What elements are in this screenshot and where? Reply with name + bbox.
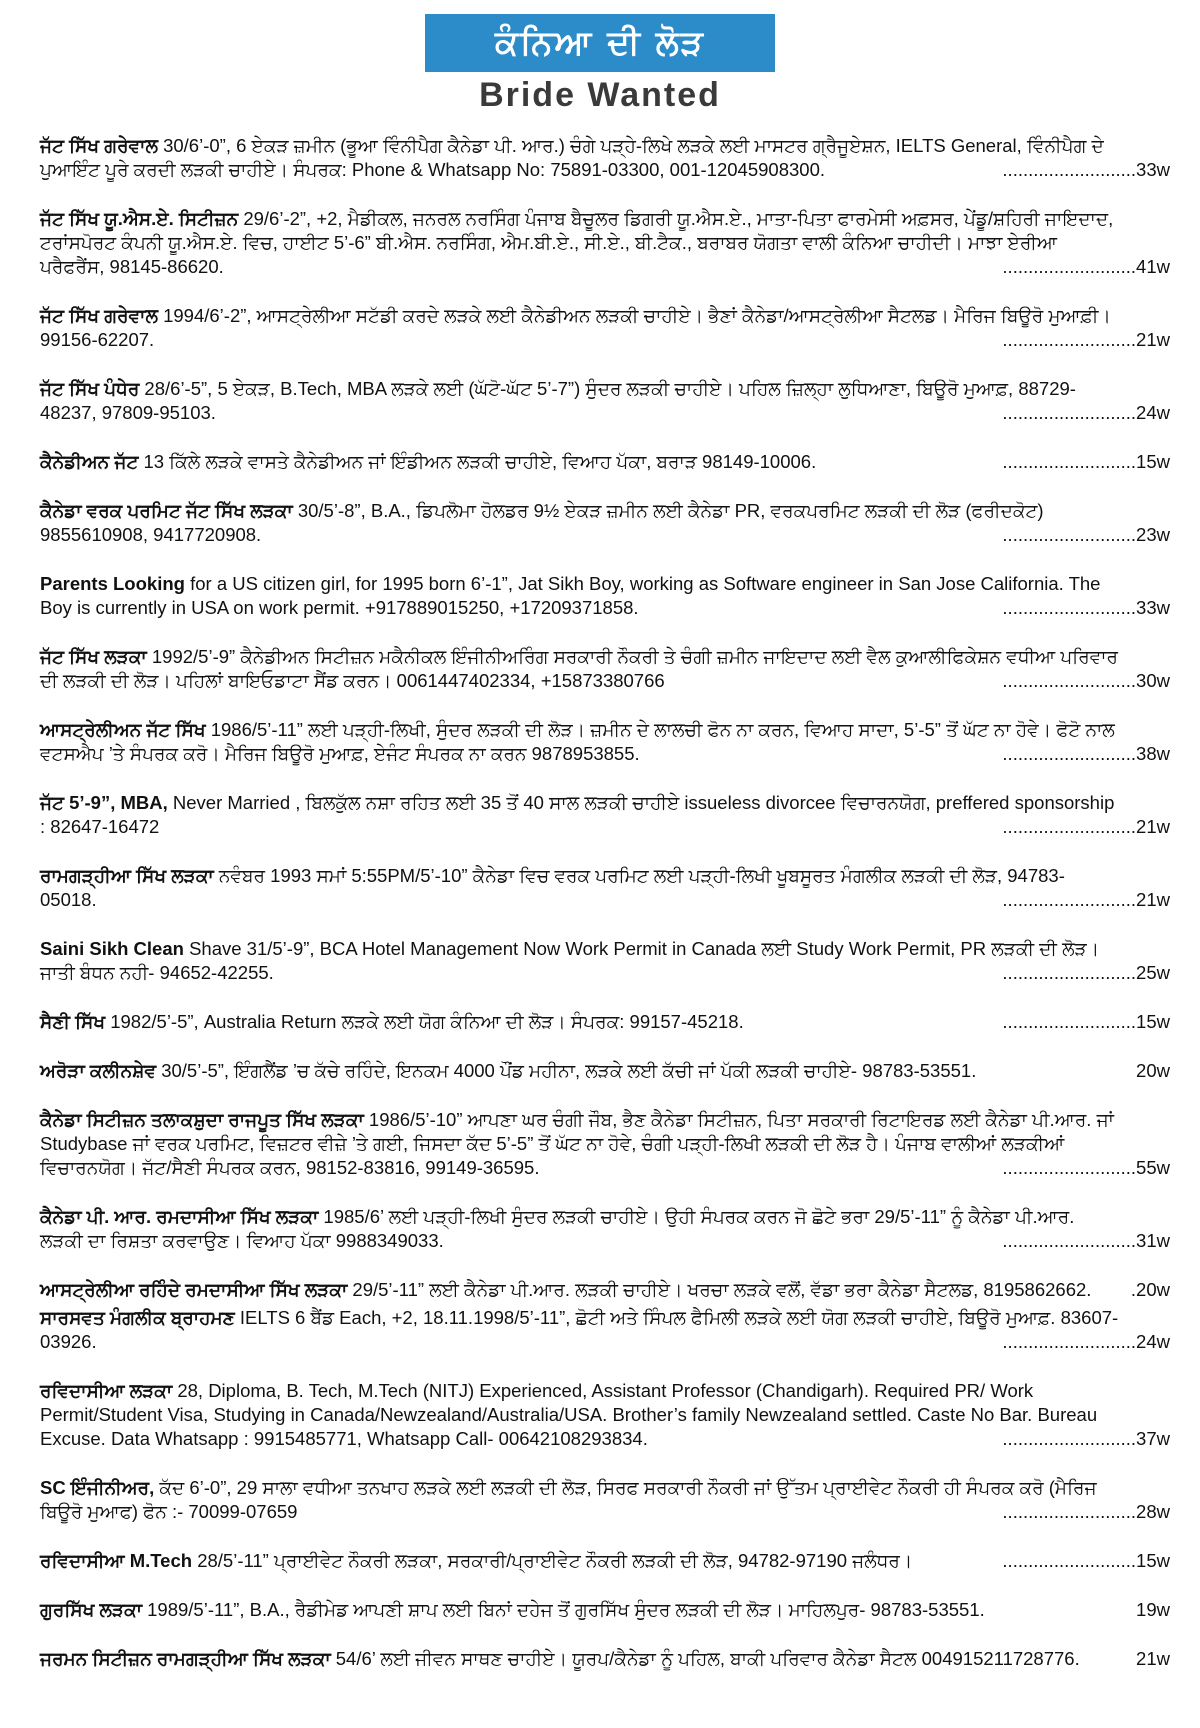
ad-code: ..........................37w (1002, 1428, 1170, 1449)
ad-text: ਨਵੰਬਰ 1993 ਸਮਾਂ 5:55PM/5’-10” ਕੈਨੇਡਾ ਵਿਚ ਵਰਕ ਪਰਮਿਟ ਲਈ ਪੜ੍ਹੀ-ਲਿਖੀ ਖੂਬਸੂਰਤ ਮੰਗਲੀਕ ਲੜਕੀ ਦੀ ਲੋੜ, 94783-05018. (40, 865, 1065, 910)
ad-lead: ਆਸਟ੍ਰੇਲੀਅਨ ਜੱਟ ਸਿੱਖ (40, 719, 206, 740)
ad-lead: Parents Looking (40, 573, 185, 594)
classified-ads-list (40, 134, 1170, 1696)
ad-lead: ਕੈਨੇਡਾ ਸਿਟੀਜ਼ਨ ਤਲਾਕਸ਼ੁਦਾ ਰਾਜਪੂਤ ਸਿੱਖ ਲੜਕਾ (40, 1109, 364, 1130)
ad-lead: ਆਸਟ੍ਰੇਲੀਆ ਰਹਿੰਦੇ ਰਮਦਾਸੀਆ ਸਿੱਖ ਲੜਕਾ (40, 1279, 348, 1300)
ad-text: 13 ਕਿੱਲੇ ਲੜਕੇ ਵਾਸਤੇ ਕੈਨੇਡੀਅਨ ਜਾਂ ਇੰਡੀਅਨ ਲੜਕੀ ਚਾਹੀਏ, ਵਿਆਹ ਪੱਕਾ, ਬਰਾੜ 98149-10006. (138, 451, 817, 472)
ad-text: 54/6’ ਲਈ ਜੀਵਨ ਸਾਥਣ ਚਾਹੀਏ। ਯੂਰਪ/ਕੈਨੇਡਾ ਨੂੰ ਪਹਿਲ, ਬਾਕੀ ਪਰਿਵਾਰ ਕੈਨੇਡਾ ਸੈਟਲ 004915211728776. (330, 1648, 1080, 1669)
classified-ad (40, 1598, 1170, 1622)
classified-ad (40, 791, 1170, 839)
ad-code: ..........................25w (1002, 962, 1170, 983)
ad-text: 28, Diploma, B. Tech, M.Tech (NITJ) Experienced, Assistant Professor (Chandigarh). Required PR/ Work Permit/Student Visa, Studying in Canada/Newzealand/Australia/USA. Brother’s family Newzealand settled. Caste No Bar. Bureau Excuse. Data Whatsapp : 9915485771, Whatsapp Call- 00642108293834. (40, 1380, 1098, 1449)
ad-text: 1989/5’-11”, B.A., ਰੈਡੀਮੇਡ ਆਪਣੀ ਸ਼ਾਪ ਲਈ ਬਿਨਾਂ ਦਹੇਜ ਤੋਂ ਗੁਰਸਿੱਖ ਸੁੰਦਰ ਲੜਕੀ ਦੀ ਲੋੜ। ਮਾਹਿਲਪੁਰ- 98783-53551. (142, 1599, 985, 1620)
ad-code: ..........................33w (1002, 597, 1170, 618)
ad-code: ..........................55w (1002, 1157, 1170, 1178)
ad-text: 1986/5’-11” ਲਈ ਪੜ੍ਹੀ-ਲਿਖੀ, ਸੁੰਦਰ ਲੜਕੀ ਦੀ ਲੋੜ। ਜ਼ਮੀਨ ਦੇ ਲਾਲਚੀ ਫੋਨ ਨਾ ਕਰਨ, ਵਿਆਹ ਸਾਦਾ, 5’-5” ਤੋਂ ਘੱਟ ਨਾ ਹੋਵੇ। ਫੋਟੋ ਨਾਲ ਵਟਸਐਪ ’ਤੇ ਸੰਪਰਕ ਕਰੋ। ਮੈਰਿਜ ਬਿਊਰੋ ਮੁਆਫ਼, ਏਜੰਟ ਸੰਪਰਕ ਨਾ ਕਰਨ 9878953855. (40, 719, 1115, 764)
ad-code: ..........................21w (1002, 816, 1170, 837)
ad-lead: Saini Sikh Clean (40, 938, 184, 959)
page-subtitle: Bride Wanted (479, 76, 721, 114)
classified-ad (40, 1010, 1170, 1034)
masthead (0, 14, 1200, 114)
ad-code: ..........................15w (1002, 1011, 1170, 1032)
ad-code: ..........................30w (1002, 670, 1170, 691)
ad-code: ..........................24w (1002, 1331, 1170, 1352)
ad-lead: ਗੁਰਸਿੱਖ ਲੜਕਾ (40, 1599, 142, 1620)
classified-ad (40, 304, 1170, 352)
ad-text: for a US citizen girl, for 1995 born 6’-1”, Jat Sikh Boy, working as Software engineer in San Jose California. The Boy is currently in USA on work permit. +917889015250, +17209371858. (40, 573, 1101, 618)
ad-code: ..........................24w (1002, 402, 1170, 423)
classified-ad (40, 937, 1170, 985)
ad-lead: ਜਰਮਨ ਸਿਟੀਜ਼ਨ ਰਾਮਗੜ੍ਹੀਆ ਸਿੱਖ ਲੜਕਾ (40, 1648, 331, 1669)
classified-ad (40, 1476, 1170, 1524)
ad-lead: ਰਵਿਦਾਸੀਆ ਲੜਕਾ (40, 1380, 173, 1401)
ad-code: 21w (1136, 1648, 1170, 1669)
ad-lead: ਕੈਨੇਡਾ ਵਰਕ ਪਰਮਿਟ ਜੱਟ ਸਿੱਖ ਲੜਕਾ (40, 500, 293, 521)
classified-ad (40, 1108, 1170, 1180)
classified-ad (40, 1549, 1170, 1573)
classified-ad (40, 864, 1170, 912)
ad-lead: ਕੈਨੇਡੀਅਨ ਜੱਟ (40, 451, 139, 472)
ad-code: ..........................33w (1002, 159, 1170, 180)
ad-text: 1985/6’ ਲਈ ਪੜ੍ਹੀ-ਲਿਖੀ ਸੁੰਦਰ ਲੜਕੀ ਚਾਹੀਏ। ਉਹੀ ਸੰਪਰਕ ਕਰਨ ਜੋ ਛੋਟੇ ਭਰਾ 29/5’-11” ਨੂੰ ਕੈਨੇਡਾ ਪੀ.ਆਰ. ਲੜਕੀ ਦਾ ਰਿਸ਼ਤਾ ਕਰਵਾਉਣ। ਵਿਆਹ ਪੱਕਾ 9988349033. (40, 1206, 1075, 1251)
ad-lead: ਰਾਮਗੜ੍ਹੀਆ ਸਿੱਖ ਲੜਕਾ (40, 865, 214, 886)
ad-text: 1994/6’-2”, ਆਸਟ੍ਰੇਲੀਆ ਸਟੱਡੀ ਕਰਦੇ ਲੜਕੇ ਲਈ ਕੈਨੇਡੀਅਨ ਲੜਕੀ ਚਾਹੀਏ। ਭੈਣਾਂ ਕੈਨੇਡਾ/ਆਸਟ੍ਰੇਲੀਆ ਸੈਟਲਡ। ਮੈਰਿਜ ਬਿਊਰੋ ਮੁਆਫ਼ੀ। 99156-62207. (40, 305, 1111, 350)
classified-ad (40, 1059, 1170, 1083)
ad-lead: SC ਇੰਜੀਨੀਅਰ, (40, 1477, 155, 1498)
ad-text: 30/5’-8”, B.A., ਡਿਪਲੋਮਾ ਹੋਲਡਰ 9½ ਏਕੜ ਜ਼ਮੀਨ ਲਈ ਕੈਨੇਡਾ PR, ਵਰਕਪਰਮਿਟ ਲੜਕੀ ਦੀ ਲੋੜ (ਫਰੀਦਕੋਟ) 9855610908, 9417720908. (40, 500, 1044, 545)
classified-ad (40, 450, 1170, 474)
ad-lead: ਜੱਟ ਸਿੱਖ ਗਰੇਵਾਲ (40, 305, 158, 326)
ad-lead: ਅਰੋੜਾ ਕਲੀਨਸ਼ੇਵ (40, 1060, 157, 1081)
classified-ad (40, 1379, 1170, 1451)
classified-ad (40, 377, 1170, 425)
ad-lead: ਰਵਿਦਾਸੀਆ M.Tech (40, 1550, 193, 1571)
classified-ad (40, 207, 1170, 279)
classified-ad (40, 134, 1170, 182)
ad-text: IELTS 6 ਬੈਂਡ Each, +2, 18.11.1998/5’-11”, ਛੋਟੀ ਅਤੇ ਸਿੰਪਲ ਫੈਮਿਲੀ ਲੜਕੇ ਲਈ ਯੋਗ ਲੜਕੀ ਚਾਹੀਏ, ਬਿਊਰੋ ਮੁਆਫ਼. 83607-03926. (40, 1307, 1119, 1352)
classified-ad (40, 499, 1170, 547)
ad-lead: ਜੱਟ ਸਿੱਖ ਲੜਕਾ (40, 646, 147, 667)
ad-code: ..........................15w (1002, 1550, 1170, 1571)
ad-text: ਕੱਦ 6’-0”, 29 ਸਾਲਾ ਵਧੀਆ ਤਨਖਾਹ ਲੜਕੇ ਲਈ ਲੜਕੀ ਦੀ ਲੋੜ, ਸਿਰਫ ਸਰਕਾਰੀ ਨੌਕਰੀ ਜਾਂ ਉੱਤਮ ਪ੍ਰਾਈਵੇਟ ਨੌਕਰੀ ਹੀ ਸੰਪਰਕ ਕਰੋ (ਮੈਰਿਜ ਬਿਊਰੋ ਮੁਆਫ) ਫੋਨ :- 70099-07659 (40, 1477, 1097, 1522)
ad-text: 1982/5’-5”, Australia Return ਲੜਕੇ ਲਈ ਯੋਗ ਕੰਨਿਆ ਦੀ ਲੋੜ। ਸੰਪਰਕ: 99157-45218. (105, 1011, 744, 1032)
classified-ad (40, 1205, 1170, 1253)
ad-text: 1992/5’-9” ਕੈਨੇਡੀਅਨ ਸਿਟੀਜ਼ਨ ਮਕੈਨੀਕਲ ਇੰਜੀਨੀਅਰਿੰਗ ਸਰਕਾਰੀ ਨੌਕਰੀ ਤੇ ਚੰਗੀ ਜ਼ਮੀਨ ਜਾਇਦਾਦ ਲਈ ਵੈਲ ਕੁਆਲੀਫਿਕੇਸ਼ਨ ਵਧੀਆ ਪਰਿਵਾਰ ਦੀ ਲੜਕੀ ਦੀ ਲੋੜ। ਪਹਿਲਾਂ ਬਾਇਓਡਾਟਾ ਸੈਂਡ ਕਰਨ। 0061447402334, +15873380766 (40, 646, 1119, 691)
ad-text: 1986/5’-10” ਆਪਣਾ ਘਰ ਚੰਗੀ ਜੌਬ, ਭੈਣ ਕੈਨੇਡਾ ਸਿਟੀਜ਼ਨ, ਪਿਤਾ ਸਰਕਾਰੀ ਰਿਟਾਇਰਡ ਲਈ ਕੈਨੇਡਾ ਪੀ.ਆਰ. ਜਾਂ Studybase ਜਾਂ ਵਰਕ ਪਰਮਿਟ, ਵਿਜ਼ਟਰ ਵੀਜ਼ੇ ’ਤੇ ਗਈ, ਜਿਸਦਾ ਕੱਦ 5’-5” ਤੋਂ ਘੱਟ ਨਾ ਹੋਵੇ, ਚੰਗੀ ਪੜ੍ਹੀ-ਲਿਖੀ ਲੜਕੀ ਦੀ ਲੋੜ ਹੈ। ਪੰਜਾਬ ਵਾਲੀਆਂ ਲੜਕੀਆਂ ਵਿਚਾਰਨਯੋਗ। ਜੱਟ/ਸੈਣੀ ਸੰਪਰਕ ਕਰਨ, 98152-83816, 99149-36595. (40, 1109, 1114, 1178)
classified-ad (40, 1647, 1170, 1671)
ad-code: ..........................41w (1002, 256, 1170, 277)
ad-code: 19w (1136, 1599, 1170, 1620)
ad-text: 30/6’-0”, 6 ਏਕੜ ਜ਼ਮੀਨ (ਭੂਆ ਵਿੰਨੀਪੈਗ ਕੈਨੇਡਾ ਪੀ. ਆਰ.) ਚੰਗੇ ਪੜ੍ਹੇ-ਲਿਖੇ ਲੜਕੇ ਲਈ ਮਾਸਟਰ ਗ੍ਰੈਜੂਏਸ਼ਨ, IELTS General, ਵਿੰਨੀਪੈਗ ਦੇ ਪੁਆਇੰਟ ਪੂਰੇ ਕਰਦੀ ਲੜਕੀ ਚਾਹੀਏ। ਸੰਪਰਕ: Phone & Whatsapp No: 75891-03300, 001-12045908300. (40, 135, 1104, 180)
classified-ad (40, 1306, 1170, 1354)
ad-lead: ਸਾਰਸਵਤ ਮੰਗਲੀਕ ਬ੍ਰਾਹਮਣ (40, 1307, 235, 1328)
classified-ad (40, 1278, 1170, 1302)
ad-code: ..........................21w (1002, 329, 1170, 350)
ad-text: 30/5’-5”, ਇੰਗਲੈਂਡ ’ਚ ਕੱਚੇ ਰਹਿੰਦੇ, ਇਨਕਮ 4000 ਪੌਂਡ ਮਹੀਨਾ, ਲੜਕੇ ਲਈ ਕੱਚੀ ਜਾਂ ਪੱਕੀ ਲੜਕੀ ਚਾਹੀਏ- 98783-53551. (156, 1060, 977, 1081)
ad-text: 28/5’-11” ਪ੍ਰਾਈਵੇਟ ਨੌਕਰੀ ਲੜਕਾ, ਸਰਕਾਰੀ/ਪ੍ਰਾਈਵੇਟ ਨੌਕਰੀ ਲੜਕੀ ਦੀ ਲੋੜ, 94782-97190 ਜਲੰਧਰ। (192, 1550, 913, 1571)
ad-code: ..........................15w (1002, 451, 1170, 472)
ad-text: Shave 31/5’-9”, BCA Hotel Management Now Work Permit in Canada ਲਈ Study Work Permit, PR ਲੜਕੀ ਦੀ ਲੋੜ। ਜਾਤੀ ਬੰਧਨ ਨਹੀ- 94652-42255. (40, 938, 1100, 983)
classified-ad (40, 645, 1170, 693)
ad-code: ..........................31w (1002, 1230, 1170, 1251)
ad-lead: ਜੱਟ 5’-9”, MBA, (40, 792, 168, 813)
ad-text: Never Married , ਬਿਲਕੁੱਲ ਨਸ਼ਾ ਰਹਿਤ ਲਈ 35 ਤੋਂ 40 ਸਾਲ ਲੜਕੀ ਚਾਹੀਏ issueless divorcee ਵਿਚਾਰਨਯੋਗ, preffered sponsorship : 82647-16472 (40, 792, 1115, 837)
ad-lead: ਜੱਟ ਸਿੱਖ ਪੰਧੇਰ (40, 378, 140, 399)
page-title-banner: ਕੰਨਿਆ ਦੀ ਲੋੜ (425, 14, 775, 72)
ad-text: 29/5’-11” ਲਈ ਕੈਨੇਡਾ ਪੀ.ਆਰ. ਲੜਕੀ ਚਾਹੀਏ। ਖਰਚਾ ਲੜਕੇ ਵਲੋਂ, ਵੱਡਾ ਭਰਾ ਕੈਨੇਡਾ ਸੈਟਲਡ, 8195862662. (347, 1279, 1092, 1300)
classified-ad (40, 718, 1170, 766)
ad-code: 20w (1136, 1060, 1170, 1081)
classified-ad (40, 572, 1170, 620)
ad-text: 28/6’-5”, 5 ਏਕੜ, B.Tech, MBA ਲੜਕੇ ਲਈ (ਘੱਟੋ-ਘੱਟ 5’-7”) ਸੁੰਦਰ ਲੜਕੀ ਚਾਹੀਏ। ਪਹਿਲ ਜ਼ਿਲ੍ਹਾ ਲੁਧਿਆਣਾ, ਬਿਊਰੋ ਮੁਆਫ਼, 88729-48237, 97809-95103. (40, 378, 1076, 423)
ad-code: ..........................38w (1002, 743, 1170, 764)
ad-code: ..........................23w (1002, 524, 1170, 545)
ad-lead: ਸੈਣੀ ਸਿੱਖ (40, 1011, 106, 1032)
ad-text: 29/6’-2”, +2, ਮੈਡੀਕਲ, ਜਨਰਲ ਨਰਸਿੰਗ ਪੰਜਾਬ ਬੈਚੂਲਰ ਡਿਗਰੀ ਯੂ.ਐਸ.ਏ., ਮਾਤਾ-ਪਿਤਾ ਫਾਰਮੇਸੀ ਅਫ਼ਸਰ, ਪੇਂਡੂ/ਸ਼ਹਿਰੀ ਜਾਇਦਾਦ, ਟਰਾਂਸਪੋਰਟ ਕੰਪਨੀ ਯੂ.ਐਸ.ਏ. ਵਿਚ, ਹਾਈਟ 5’-6” ਬੀ.ਐਸ. ਨਰਸਿੰਗ, ਐਮ.ਬੀ.ਏ., ਸੀ.ਏ., ਬੀ.ਟੈਕ., ਬਰਾਬਰ ਯੋਗਤਾ ਵਾਲੀ ਕੰਨਿਆ ਚਾਹੀਦੀ। ਮਾਝਾ ਏਰੀਆ ਪਰੈਫਰੈਂਸ, 98145-86620. (40, 208, 1114, 277)
ad-code: ..........................21w (1002, 889, 1170, 910)
ad-code: .20w (1130, 1279, 1170, 1300)
ad-lead: ਕੈਨੇਡਾ ਪੀ. ਆਰ. ਰਮਦਾਸੀਆ ਸਿੱਖ ਲੜਕਾ (40, 1206, 319, 1227)
ad-lead: ਜੱਟ ਸਿੱਖ ਗਰੇਵਾਲ (40, 135, 158, 156)
ad-code: ..........................28w (1002, 1501, 1170, 1522)
ad-lead: ਜੱਟ ਸਿੱਖ ਯੂ.ਐਸ.ਏ. ਸਿਟੀਜ਼ਨ (40, 208, 239, 229)
